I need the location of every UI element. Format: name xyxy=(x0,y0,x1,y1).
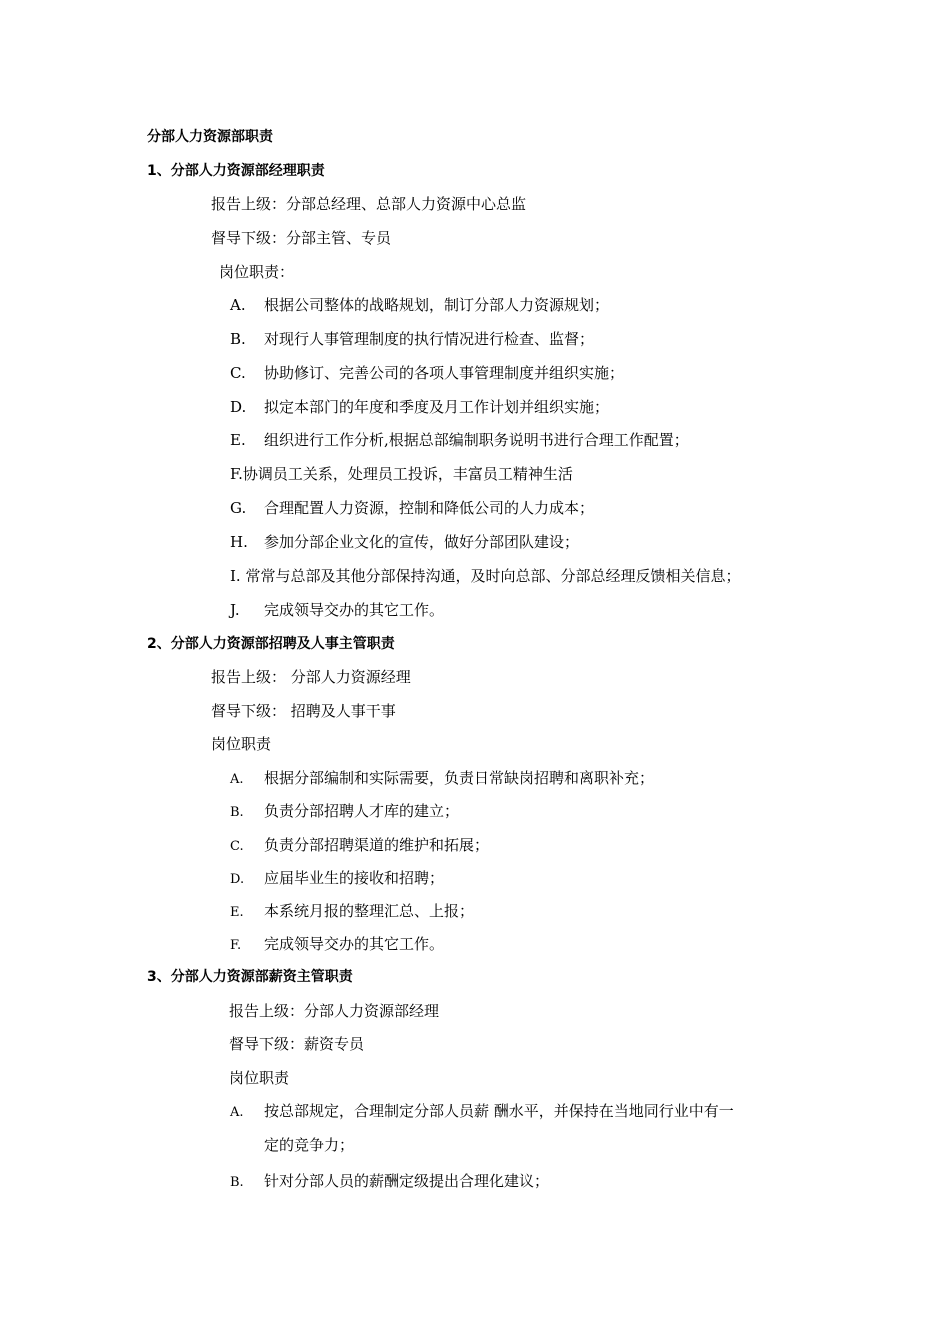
section-1-heading: 1、分部人力资源部经理职责 xyxy=(147,163,325,179)
list-text: 负责分部招聘渠道的维护和拓展； xyxy=(264,836,490,854)
list-item xyxy=(230,901,474,923)
list-text: 本系统月报的整理汇总、上报； xyxy=(264,902,475,920)
list-text: 负责分部招聘人才库的建立； xyxy=(264,802,460,820)
list-item xyxy=(230,1101,734,1123)
section-2-supervise: 督导下级： 招聘及人事干事 xyxy=(211,702,396,720)
list-marker: F. xyxy=(230,938,242,953)
section-3-supervise: 督导下级：薪资专员 xyxy=(229,1035,365,1053)
list-text: 合理配置人力资源，控制和降低公司的人力成本； xyxy=(264,499,595,517)
list-item xyxy=(230,1171,549,1193)
list-text: F.协调员工关系，处理员工投诉，丰富员工精神生活 xyxy=(230,465,573,483)
list-text: 针对分部人员的薪酬定级提出合理化建议； xyxy=(264,1172,550,1190)
list-marker: E. xyxy=(230,431,246,449)
list-marker: H. xyxy=(230,533,248,551)
list-item xyxy=(230,329,594,349)
list-item xyxy=(230,835,489,857)
list-item xyxy=(230,566,740,586)
list-text: 按总部规定，合理制定分部人员薪 酬水平，并保持在当地同行业中有一 xyxy=(264,1102,734,1120)
section-1-duty-label: 岗位职责： xyxy=(219,263,295,281)
document-title: 分部人力资源部职责 xyxy=(147,129,273,145)
list-marker: B. xyxy=(230,1175,244,1190)
list-item xyxy=(230,430,689,450)
list-item xyxy=(230,801,459,823)
list-item xyxy=(230,600,444,620)
list-item xyxy=(230,768,654,790)
list-text: 应届毕业生的接收和招聘； xyxy=(264,869,445,887)
list-item xyxy=(230,868,444,890)
list-marker: E. xyxy=(230,905,244,920)
list-text: 对现行人事管理制度的执行情况进行检查、监督； xyxy=(264,330,595,348)
list-text: I. 常常与总部及其他分部保持沟通，及时向总部、分部总经理反馈相关信息； xyxy=(230,567,741,585)
list-text: 完成领导交办的其它工作。 xyxy=(264,935,445,953)
list-item xyxy=(230,397,609,417)
list-marker: J. xyxy=(230,601,240,619)
list-text: 定的竞争力； xyxy=(264,1136,355,1154)
section-3-duty-label: 岗位职责 xyxy=(229,1069,290,1087)
list-text: 组织进行工作分析,根据总部编制职务说明书进行合理工作配置； xyxy=(264,431,689,449)
list-item xyxy=(230,934,444,956)
list-marker: G. xyxy=(230,499,247,517)
section-1-supervise: 督导下级：分部主管、专员 xyxy=(211,229,392,247)
list-marker: A. xyxy=(230,772,244,787)
section-1-report: 报告上级：分部总经理、总部人力资源中心总监 xyxy=(211,195,527,213)
list-text: 根据分部编制和实际需要，负责日常缺岗招聘和离职补充； xyxy=(264,769,655,787)
list-marker: D. xyxy=(230,872,245,887)
list-item xyxy=(230,295,609,315)
section-2-heading: 2、分部人力资源部招聘及人事主管职责 xyxy=(147,636,395,652)
list-marker: A. xyxy=(230,1105,244,1120)
list-marker: B. xyxy=(230,805,244,820)
list-marker: C. xyxy=(230,839,244,854)
section-3-report: 报告上级：分部人力资源部经理 xyxy=(229,1002,440,1020)
section-2-duty-label: 岗位职责 xyxy=(211,735,272,753)
list-marker: A. xyxy=(230,296,246,314)
list-text: 根据公司整体的战略规划，制订分部人力资源规划； xyxy=(264,296,610,314)
list-item xyxy=(230,363,624,383)
section-3-heading: 3、分部人力资源部薪资主管职责 xyxy=(147,969,353,985)
list-text: 拟定本部门的年度和季度及月工作计划并组织实施； xyxy=(264,398,610,416)
list-text: 完成领导交办的其它工作。 xyxy=(264,601,445,619)
section-2-report: 报告上级： 分部人力资源经理 xyxy=(211,668,411,686)
list-item xyxy=(230,464,573,484)
list-item xyxy=(230,532,579,552)
list-text: 参加分部企业文化的宣传，做好分部团队建设； xyxy=(264,533,580,551)
list-marker: C. xyxy=(230,364,246,382)
list-marker: D. xyxy=(230,398,247,416)
list-marker: B. xyxy=(230,330,246,348)
list-item-continuation xyxy=(264,1135,354,1155)
list-item xyxy=(230,498,594,518)
list-text: 协助修订、完善公司的各项人事管理制度并组织实施； xyxy=(264,364,625,382)
